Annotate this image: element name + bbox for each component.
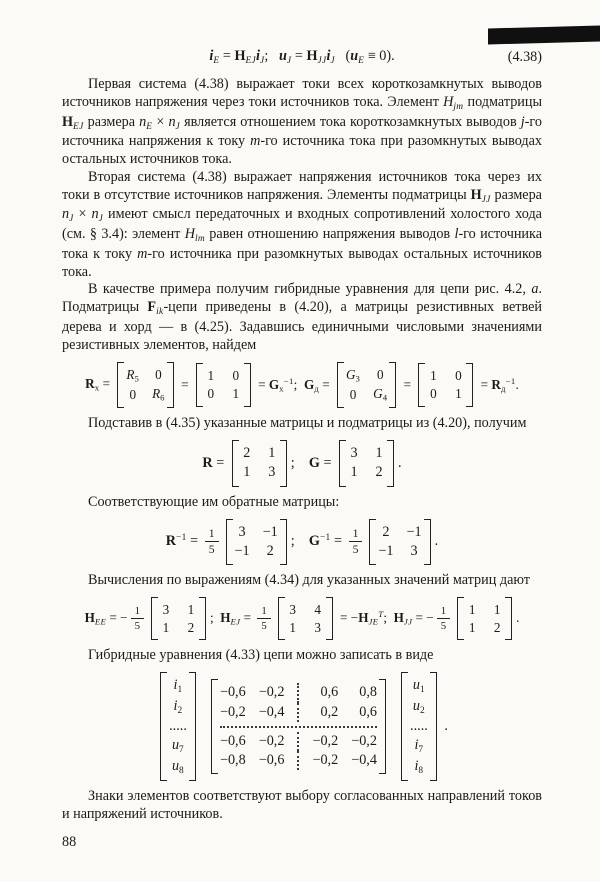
- page-number: 88: [62, 834, 77, 851]
- equation-4-38: (4.38) iE = HEJiJ; uJ = HJJiJ (uE ≡ 0).: [209, 48, 542, 66]
- matrix-equation-rx-gd: Rх = R5 0 0 R6 = 1 0 0 1 = $Gх^{-1}$; Gд = G3 0 0 G4 = 1 0 0 1 = $Rд^{-1}$.: [62, 362, 542, 409]
- equation-number-4-38: (4.38): [507, 49, 542, 66]
- paragraph-first-system: Первая система (4.38) выражает токи всех короткозамкнутых выводов источников напряжения через токи источников тока. Элемент Hjm подматрицы HEJ размера nE × nJ является отношением тока короткозамкнутых выводов j-го источника напряжения к току m-го источника тока при разомкнутых выводах остальных источников тока.: [62, 76, 543, 167]
- paragraph-computation: Вычисления по выражениям (4.34) для указанных значений матриц дают: [88, 571, 531, 588]
- matrix-equation-inverses: $R^{-1}$ = $\frac{1}{5}$ 3 −1 −1 2 ; $G^{-1}$ = $\frac{1}{5}$ 2 −1 −1 3 .: [62, 519, 542, 565]
- paragraph-signs: Знаки элементов соответствуют выбору согласованных направлений токов и напряжений источников.: [62, 788, 542, 823]
- matrix-equation-h-submatrices: HEE = − $\frac{1}{5}$ 3 1 1 2 ; HEJ = $\frac{1}{5}$ 3 4 1 3 = $-HJE^T$; HJJ = − $\frac{1}{5}$ 1 1 1 2 .: [62, 597, 542, 641]
- paragraph-example-intro: В качестве примера получим гибридные уравнения для цепи рис. 4.2, а. Подматрицы Fik-цепи приведены в (4.20), а матрицы резистивных ветвей дерева и хорд — в (4.25). Задавшись единичными числовыми значениями резистивных элементов, найдем: [62, 281, 542, 353]
- paragraph-hybrid-intro: Гибридные уравнения (4.33) цепи можно записать в виде: [88, 647, 434, 664]
- scan-corner-mark: [488, 26, 600, 45]
- matrix-equation-r-g: R = 2 1 1 3 ; G = 3 1 1 2 .: [62, 440, 542, 486]
- hybrid-equation-system: i1 i2 ..... u7 u8 −0,6 −0,2 0,6 0,8 −0,2 −0,4 0,2 0,6 −0,6 −0,2 −0,2 −0,2 −0,8 −0,6 −0,2 −0,4 u1 u2 ..... i7 i8 .: [62, 672, 542, 781]
- paragraph-second-system: Вторая система (4.38) выражает напряжения источников тока через их токи в отсутствие источников напряжения. Элементы подматрицы HJJ размера nJ × nJ имеют смысл передаточных и входных сопротивлений холостого хода (см. § 3.4): элемент Hlm равен отношению напряжения выводов l-го источника тока к току m-го источника при разомкнутых выводах остальных источников тока.: [62, 168, 542, 280]
- paragraph-substitute: Подставив в (4.35) указанные матрицы и подматрицы из (4.20), получим: [88, 415, 527, 432]
- paragraph-inverse-intro: Соответствующие им обратные матрицы:: [88, 493, 340, 510]
